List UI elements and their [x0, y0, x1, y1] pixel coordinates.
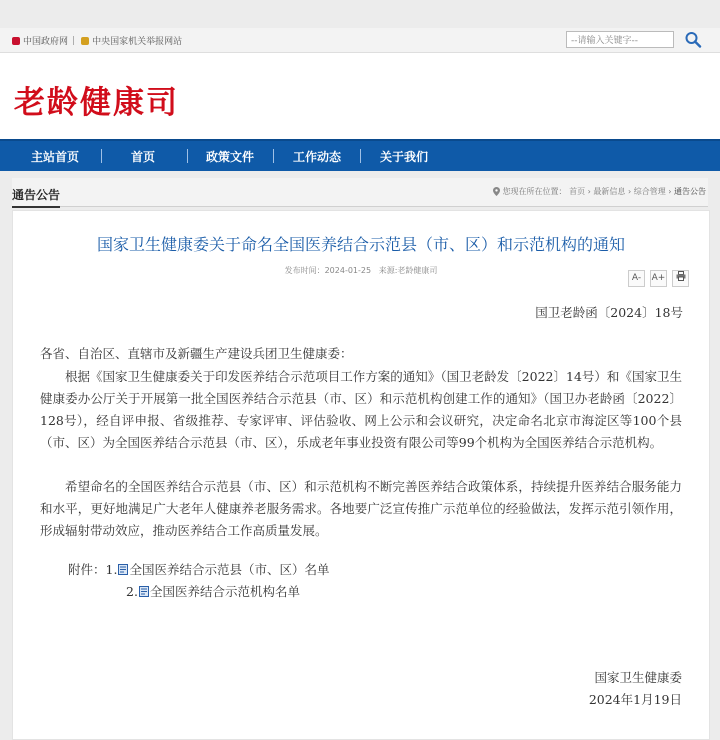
nav-item-policy[interactable]: 政策文件 — [206, 150, 255, 164]
body-paragraph: 希望命名的全国医养结合示范县（市、区）和示范机构不断完善医养结合政策体系，持续提升医养结合服务能力和水平，更好地满足广大老年人健康养老服务需求。各地要广泛宣传推广示范单位的经验做法，发挥示范引领作用，形成辐射带动效应，推动医养结合工作高质量发展。 — [40, 479, 682, 538]
link-gov[interactable]: 中国政府网 — [23, 37, 69, 47]
search-box — [566, 31, 706, 48]
top-links — [12, 34, 182, 47]
section-header — [12, 178, 708, 207]
breadcrumb-separator: › — [587, 187, 591, 196]
site-banner — [0, 53, 720, 139]
print-icon — [676, 271, 686, 281]
font-increase-button[interactable]: A+ — [650, 270, 667, 287]
document-file-icon — [139, 586, 149, 597]
location-pin-icon — [493, 187, 500, 196]
breadcrumb-separator: › — [668, 187, 672, 196]
nav-divider — [360, 149, 361, 163]
print-button[interactable] — [672, 270, 689, 287]
report-emblem-icon — [81, 37, 89, 45]
link-divider: | — [72, 35, 76, 46]
nav-item-about[interactable]: 关于我们 — [380, 150, 429, 164]
document-number: 国卫老龄函〔2024〕18号 — [535, 305, 683, 320]
attachment-number: 2. — [126, 584, 138, 599]
article-card — [12, 210, 710, 740]
breadcrumb-prefix: 您现在所在位置： — [502, 187, 567, 196]
site-title[interactable]: 老龄健康司 — [14, 85, 179, 121]
breadcrumb-item-current[interactable]: 通告公告 — [674, 187, 706, 196]
signature-date: 2024年1月19日 — [588, 692, 682, 707]
nav-item-work-news[interactable]: 工作动态 — [293, 150, 342, 164]
breadcrumb-item-home[interactable]: 首页 — [569, 187, 586, 196]
breadcrumb — [493, 186, 706, 197]
published-date: 2024-01-25 — [324, 266, 372, 275]
main-nav — [0, 139, 720, 171]
nav-item-home[interactable]: 首页 — [131, 150, 156, 164]
article-tools — [623, 265, 689, 281]
breadcrumb-separator: › — [627, 187, 632, 196]
attachment-number: 1. — [105, 562, 118, 577]
attachment-item — [126, 582, 300, 600]
nav-divider — [273, 149, 274, 163]
addressee: 各省、自治区、直辖市及新疆生产建设兵团卫生健康委： — [40, 346, 353, 361]
attachments-label: 附件： — [68, 562, 106, 577]
section-title: 通告公告 — [12, 186, 60, 208]
source-value: 老龄健康司 — [397, 266, 438, 275]
top-utility-bar — [0, 28, 720, 53]
attachment-item — [68, 560, 329, 578]
body-paragraph: 根据《国家卫生健康委关于印发医养结合示范项目工作方案的通知》（国卫老龄发〔2022〕14号）和《国家卫生健康委办公厅关于开展第一批全国医养结合示范县（市、区）和示范机构创建工作的通知》（国卫办老龄函〔2022〕128号），经自评申报、省级推荐、专家评审、评估验收、网上公示和会议研究，决定命名北京市海淀区等100个县（市、区）为全国医养结合示范县（市、区），乐成老年事业投资有限公司等99个机构为全国医养结合示范机构。 — [40, 369, 682, 450]
signature-org: 国家卫生健康委 — [594, 670, 682, 685]
document-file-icon — [118, 564, 128, 575]
search-icon[interactable] — [684, 31, 702, 48]
attachment-link[interactable]: 全国医养结合示范县（市、区）名单 — [129, 562, 330, 577]
breadcrumb-item-latest[interactable]: 最新信息 — [593, 187, 626, 196]
breadcrumb-item-general[interactable]: 综合管理 — [633, 187, 666, 196]
nav-divider — [101, 149, 102, 163]
source-label: 来源: — [378, 266, 398, 275]
attachment-link[interactable]: 全国医养结合示范机构名单 — [149, 584, 300, 599]
nav-item-main-home[interactable]: 主站首页 — [31, 150, 80, 164]
search-input[interactable] — [566, 31, 674, 48]
article-meta — [13, 265, 709, 276]
published-label: 发布时间： — [284, 266, 325, 275]
link-report[interactable]: 中央国家机关举报网站 — [92, 37, 183, 47]
nav-divider — [187, 149, 188, 163]
font-decrease-button[interactable]: A- — [628, 270, 645, 287]
gov-emblem-icon — [12, 37, 20, 45]
article-title: 国家卫生健康委关于命名全国医养结合示范县（市、区）和示范机构的通知 — [96, 235, 625, 254]
